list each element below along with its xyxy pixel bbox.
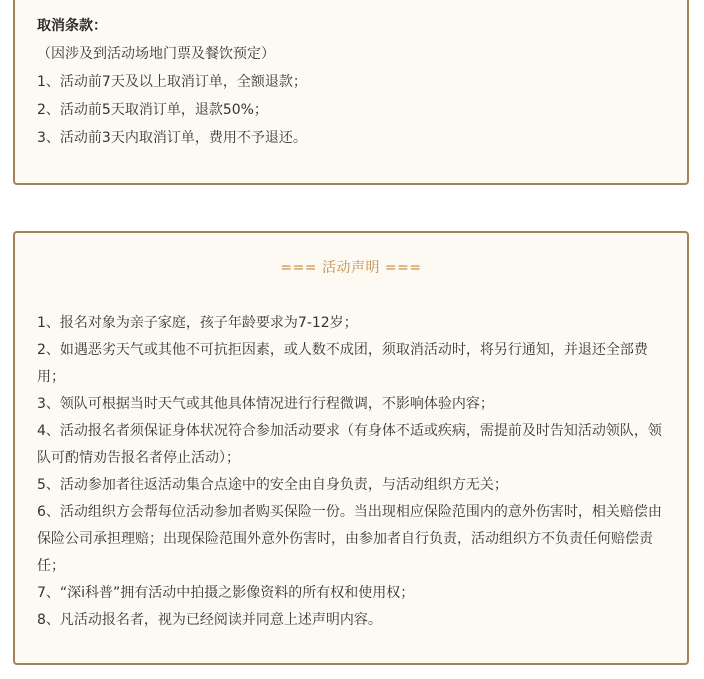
statement-item: 1、报名对象为亲子家庭，孩子年龄要求为7-12岁；	[37, 315, 358, 331]
cancellation-item: 1、活动前7天及以上取消订单，全额退款；	[37, 74, 307, 90]
cancellation-title: 取消条款：	[37, 18, 107, 34]
statement-item: 5、活动参加者往返活动集合点途中的安全由自身负责，与活动组织方无关；	[37, 477, 508, 493]
statement-item: 7、“深i科普”拥有活动中拍摄之影像资料的所有权和使用权；	[37, 585, 415, 601]
statement-title: === 活动声明 ===	[280, 260, 422, 276]
statement-item: 3、领队可根据当时天气或其他具体情况进行行程微调，不影响体验内容；	[37, 396, 494, 412]
cancellation-note: （因涉及到活动场地门票及餐饮预定）	[37, 46, 275, 62]
statement-item: 4、活动报名者须保证身体状况符合参加活动要求（有身体不适或疾病，需提前及时告知活动领队，领队可酌情劝告报名者停止活动）；	[37, 423, 662, 466]
statement-item: 6、活动组织方会帮每位活动参加者购买保险一份。当出现相应保险范围内的意外伤害时，相关赔偿由保险公司承担理赔；出现保险范围外意外伤害时，由参加者自行负责，活动组织方不负责任何赔偿责任；	[37, 504, 662, 574]
cancellation-item: 3、活动前3天内取消订单，费用不予退还。	[37, 130, 307, 146]
statement-card	[13, 231, 689, 665]
cancellation-card	[13, 0, 689, 185]
cancellation-item: 2、活动前5天取消订单，退款50%；	[37, 102, 268, 118]
statement-item: 8、凡活动报名者，视为已经阅读并同意上述声明内容。	[37, 612, 382, 628]
statement-item: 2、如遇恶劣天气或其他不可抗拒因素，或人数不成团，须取消活动时，将另行通知，并退还全部费用；	[37, 342, 648, 385]
statement-list	[37, 310, 665, 634]
